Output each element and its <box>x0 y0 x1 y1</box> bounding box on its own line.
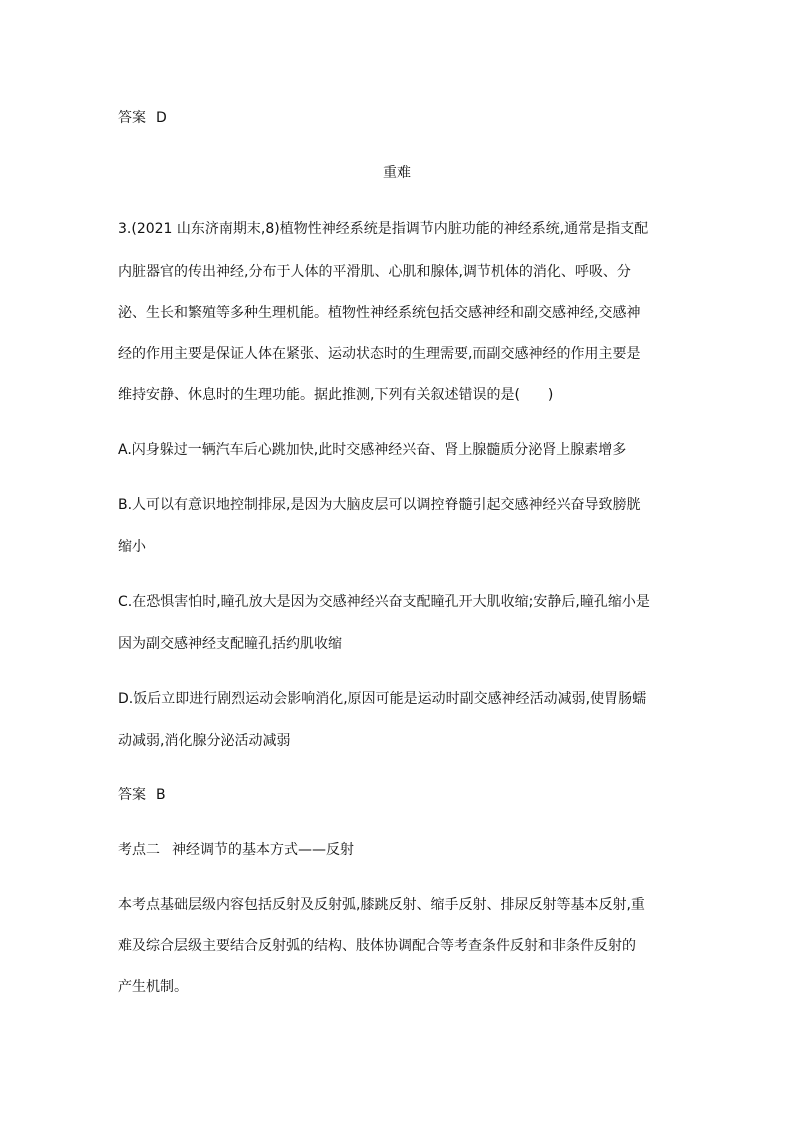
kaodian-heading <box>118 841 678 859</box>
previous-answer <box>118 109 678 127</box>
intro-line: 难及综合层级主要结合反射弧的结构、肢体协调配合等考查条件反射和非条件反射的 <box>118 938 636 954</box>
kaodian-number: 考点二 <box>118 842 160 858</box>
question-line: 泌、生长和繁殖等多种生理机能。植物性神经系统包括交感神经和副交感神经,交感神 <box>118 305 641 321</box>
answer <box>118 786 678 804</box>
option-a: A.闪身躲过一辆汽车后心跳加快,此时交感神经兴奋、肾上腺髓质分泌肾上腺素增多 <box>118 442 627 458</box>
option-c-cont: 因为副交感神经支配瞳孔括约肌收缩 <box>118 636 342 652</box>
intro-line: 本考点基础层级内容包括反射及反射弧,膝跳反射、缩手反射、排尿反射等基本反射,重 <box>118 897 645 913</box>
question-line: 内脏器官的传出神经,分布于人体的平滑肌、心肌和腺体,调节机体的消化、呼吸、分 <box>118 264 631 280</box>
option-d: D.饭后立即进行剧烈运动会影响消化,原因可能是运动时副交感神经活动减弱,使胃肠蠕 <box>118 691 647 707</box>
intro-line: 产生机制。 <box>118 979 188 995</box>
kaodian-title: 神经调节的基本方式——反射 <box>172 842 354 858</box>
answer-label: 答案 <box>118 110 146 126</box>
section-title: 重难 <box>383 165 411 181</box>
question-line: 维持安静、休息时的生理功能。据此推测,下列有关叙述错误的是( ) <box>118 387 554 403</box>
answer-value: D <box>156 110 167 126</box>
question-line: 经的作用主要是保证人体在紧张、运动状态时的生理需要,而副交感神经的作用主要是 <box>118 346 641 362</box>
option-c: C.在恐惧害怕时,瞳孔放大是因为交感神经兴奋支配瞳孔开大肌收缩;安静后,瞳孔缩小是 <box>118 594 650 610</box>
answer-label: 答案 <box>118 787 146 803</box>
option-d-cont: 动减弱,消化腺分泌活动减弱 <box>118 733 291 749</box>
option-b: B.人可以有意识地控制排尿,是因为大脑皮层可以调控脊髓引起交感神经兴奋导致膀胱 <box>118 497 641 513</box>
answer-value: B <box>156 787 166 803</box>
option-b-cont: 缩小 <box>118 539 146 555</box>
question-line: 3.(2021 山东济南期末,8)植物性神经系统是指调节内脏功能的神经系统,通常是指支配 <box>118 221 649 237</box>
